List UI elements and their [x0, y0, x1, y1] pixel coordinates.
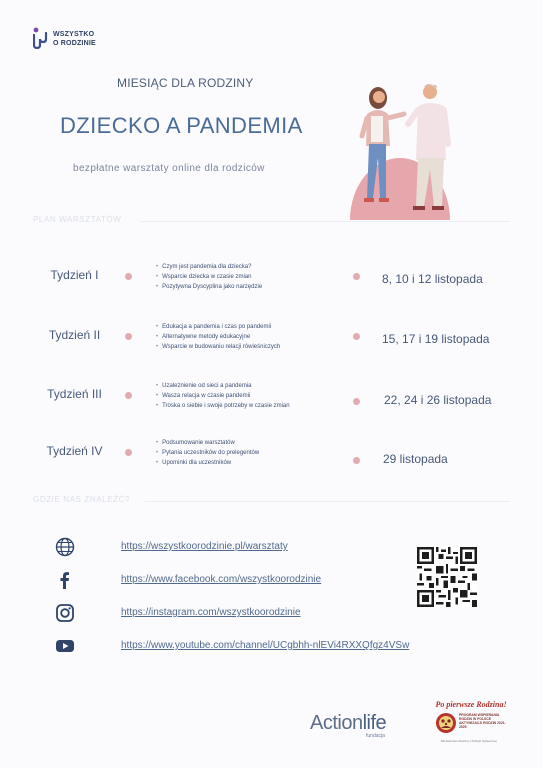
po-pierwsze-footer: Ministerstwo Rodziny i Polityki Społecznej [441, 739, 497, 743]
week-label: Tydzień I [50, 268, 99, 282]
youtube-link[interactable]: https://www.youtube.com/channel/UCgbhh-nlEVi4RXXQfgz4VSw [121, 640, 410, 651]
logo-line-1: WSZYSTKO [53, 31, 95, 38]
topic-list [156, 438, 259, 468]
topic-item: • Podsumowanie warsztatów [156, 438, 259, 448]
topic-item: • Edukacja a pandemia i czas po pandemii [156, 322, 280, 332]
actionlife-name [310, 712, 386, 735]
logo-line-2: O RODZINIE [53, 40, 96, 47]
topic-item: • Pozytywna Dyscyplina jako narzędzie [156, 282, 262, 292]
week-label: Tydzień III [47, 387, 102, 401]
topic-item: • Upominki dla uczestników [156, 458, 259, 468]
topic-item: • Czym jest pandemia dla dziecka? [156, 262, 262, 272]
actionlife-name-b: life [362, 712, 387, 734]
actionlife-name-a: Action [310, 712, 363, 734]
week-label: Tydzień IV [46, 444, 103, 458]
website-link[interactable]: https://wszystkoorodzinie.pl/warsztaty [121, 541, 288, 552]
topic-list [156, 322, 280, 352]
topic-item: • Wsparcie dziecka w czasie zmian [156, 272, 262, 282]
link-row-youtube [0, 636, 543, 658]
week-dates: 29 listopada [383, 452, 448, 466]
bullet-dot [125, 273, 132, 280]
po-pierwsze-rodzina-logo [435, 700, 507, 748]
family-emblem-icon [435, 712, 457, 734]
logo-text [53, 30, 96, 48]
bullet-dot [353, 457, 360, 464]
facebook-icon [55, 570, 75, 590]
po-pierwsze-title: Po pierwsze Rodzina! [435, 700, 507, 709]
topic-item: • Pytania uczestników do prelegentów [156, 448, 259, 458]
po-pierwsze-program: PROGRAM WSPIERANIA RODZIN W POLSCE AKTYWIZACJI RODZIN 2021-2025 [459, 713, 506, 729]
week-row [0, 322, 543, 362]
qr-code[interactable] [417, 547, 477, 607]
facebook-link[interactable]: https://www.facebook.com/wszystkoorodzinie [121, 574, 322, 585]
actionlife-logo [310, 712, 386, 739]
globe-icon [55, 537, 75, 557]
bullet-dot [125, 449, 132, 456]
bullet-dot [353, 333, 360, 340]
week-row [0, 438, 543, 478]
instagram-link[interactable]: https://instagram.com/wszystkoorodzinie [121, 607, 301, 618]
week-dates: 8, 10 i 12 listopada [382, 272, 483, 286]
bullet-dot [353, 398, 360, 405]
topic-list [156, 381, 290, 411]
topic-item: • Troska o siebie i swoje potrzeby w czasie zmian [156, 401, 290, 411]
bullet-dot [125, 392, 132, 399]
actionlife-subtitle: fundacja [366, 733, 385, 739]
plan-heading: PLAN WARSZTATÓW [33, 215, 122, 224]
week-row [0, 262, 543, 302]
bullet-dot [353, 273, 360, 280]
month-subtitle: MIESIĄC DLA RODZINY [117, 76, 254, 90]
plan-divider [140, 221, 510, 222]
topic-item: • Alternatywne metody edukacyjne [156, 332, 280, 342]
page-title: DZIECKO A PANDEMIA [60, 113, 303, 138]
instagram-icon [55, 603, 75, 623]
parents-illustration [348, 78, 478, 220]
wszystko-o-rodzinie-logo [33, 27, 49, 49]
where-heading: GDZIE NAS ZNALEŹĆ? [33, 495, 131, 504]
week-label: Tydzień II [48, 328, 101, 342]
week-row [0, 381, 543, 421]
bullet-dot [125, 333, 132, 340]
week-dates: 22, 24 i 26 listopada [384, 393, 492, 407]
topic-item: • Wsparcie w budowaniu relacji rówieśniczych [156, 342, 280, 352]
tagline: bezpłatne warsztaty online dla rodziców [73, 163, 265, 174]
week-dates: 15, 17 i 19 listopada [382, 332, 490, 346]
where-divider [145, 501, 510, 502]
topic-list [156, 262, 262, 292]
topic-item: • Wasza relacja w czasie pandemii [156, 391, 290, 401]
youtube-icon [55, 636, 75, 656]
topic-item: • Uzależnienie od sieci a pandemia [156, 381, 290, 391]
